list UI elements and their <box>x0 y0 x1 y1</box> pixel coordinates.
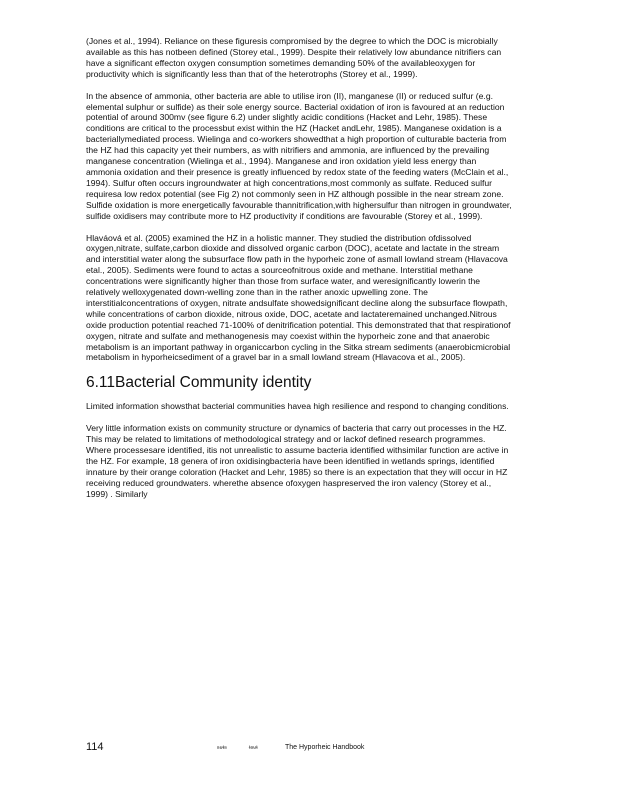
section-heading: 6.11Bacterial Community identity <box>86 374 312 392</box>
page-footer <box>86 741 512 755</box>
paragraph-resilience: Limited information showsthat bacterial communities havea high resilience and respond to changing conditions. <box>86 401 509 412</box>
paragraph-nitrifiers: (Jones et al., 1994). Reliance on these figuresis compromised by the degree to which the DOC is microbially available as this has notbeen defined (Storey etal., 1999). Despite their relatively low abundance nitrifiers can have a significant effecton oxygen consumption sometimes demanding 50% of the availableoxygen for productivity which is significantly less than that of the heterotrophs (Storey et al., 1999). <box>86 36 502 79</box>
footer-mark-a: ᵴᵾᵵᵴ <box>217 745 227 751</box>
body-text <box>86 36 512 511</box>
footer-mark-b: ᵵᵴᵾᵵ <box>249 745 258 751</box>
running-title: The Hyporheic Handbook <box>285 744 365 751</box>
page-number: 114 <box>86 741 104 753</box>
paragraph-iron-manganese-sulfur: In the absence of ammonia, other bacteria are able to utilise iron (II), manganese (II) or reduced sulfur (e.g. elemental sulphur or sulfide) as their sole energy source. Bacterial oxidation of iron is favoured at an reduction potential of around 300mv (see figure 6.2) under slightly acidic conditions (Hacket and Lehr, 1985). These conditions are critical to the processbut exist within the HZ (Hacket andLehr, 1985). Manganese oxidation is a bacteriallymediated process. Wielinga and co-workers showedthat a high proportion of culturable bacteria from the HZ had this capacity yet their numbers, as with nitrifiers and ammonia, are influenced by the prevailing manganese concentration (Wielinga et al., 1994). Manganese and iron oxidation yield less energy than ammonia oxidation and their presence is greatly influenced by redox state of the feeding waters (McClain et al., 1994). Sulfur often occurs ingroundwater at high concentrations,most commonly as sulfate. Reduced sulfur requiresa low redox potential (see Fig 2) not commonly seen in HZ although possible in the near stream zone. Sulfide oxidation is more energetically favourable thannitrification,with highersulfur than nitrogen in groundwater, sulfide oxidisers may contribute more to HZ productivity if conditions are favourable (Storey et al., 1999). <box>86 90 512 221</box>
paragraph-community-structure: Very little information exists on community structure or dynamics of bacteria that carry out processes in the HZ. This may be related to limitations of methodological strategy and or lackof defined research programmes. Where processesare identified, itis not unrealistic to assume bacteria identified withsimilar function are active in the HZ. For example, 18 genera of iron oxidisingbacteria have been identified in wetlands springs, identified innature by their orange coloration (Hacket and Lehr, 1985) so there is an expectation that they will occur in HZ receiving reduced groundwaters. wherethe absence ofoxygen haspreserved the iron valency (Storey et al., 1999) . Similarly <box>86 423 509 499</box>
paragraph-hlavacova-study: Hlaváová et al. (2005) examined the HZ in a holistic manner. They studied the distribution ofdissolved oxygen,nitrate, sulfate,carbon dioxide and dissolved organic carbon (DOC), acetate and lactate in the stream and interstitial water along the subsurface flow path in the hyporheic zone of asmall lowland stream (Hlavacova etal., 2005). Sediments were found to actas a sourceofnitrous oxide and methane. Interstitial methane concentrations were significantly higher than those from surface water, and weresignificantly lowerin the relatively welloxygenated down-welling zone than in the rather anoxic upwelling zone. The interstitialconcentrations of oxygen, nitrate andsulfate showedsignificant decline along the subsurface flowpath, while concentrations of carbon dioxide, nitrous oxide, DOC, acetate and lactateremained unchanged.Nitrous oxide production potential reached 71-100% of denitrification potential. This demonstrated that that respirationof oxygen, nitrate and sulfate and methanogenesis may coexist within the hyporheic zone and that anaerobic metabolism is an important pathway in organiccarbon cycling in the Sitka stream sediments (anaerobicmicrobial metabolism in hyporheicsediment of a gravel bar in a small lowland stream (Hlavacova et al., 2005). <box>86 232 511 363</box>
